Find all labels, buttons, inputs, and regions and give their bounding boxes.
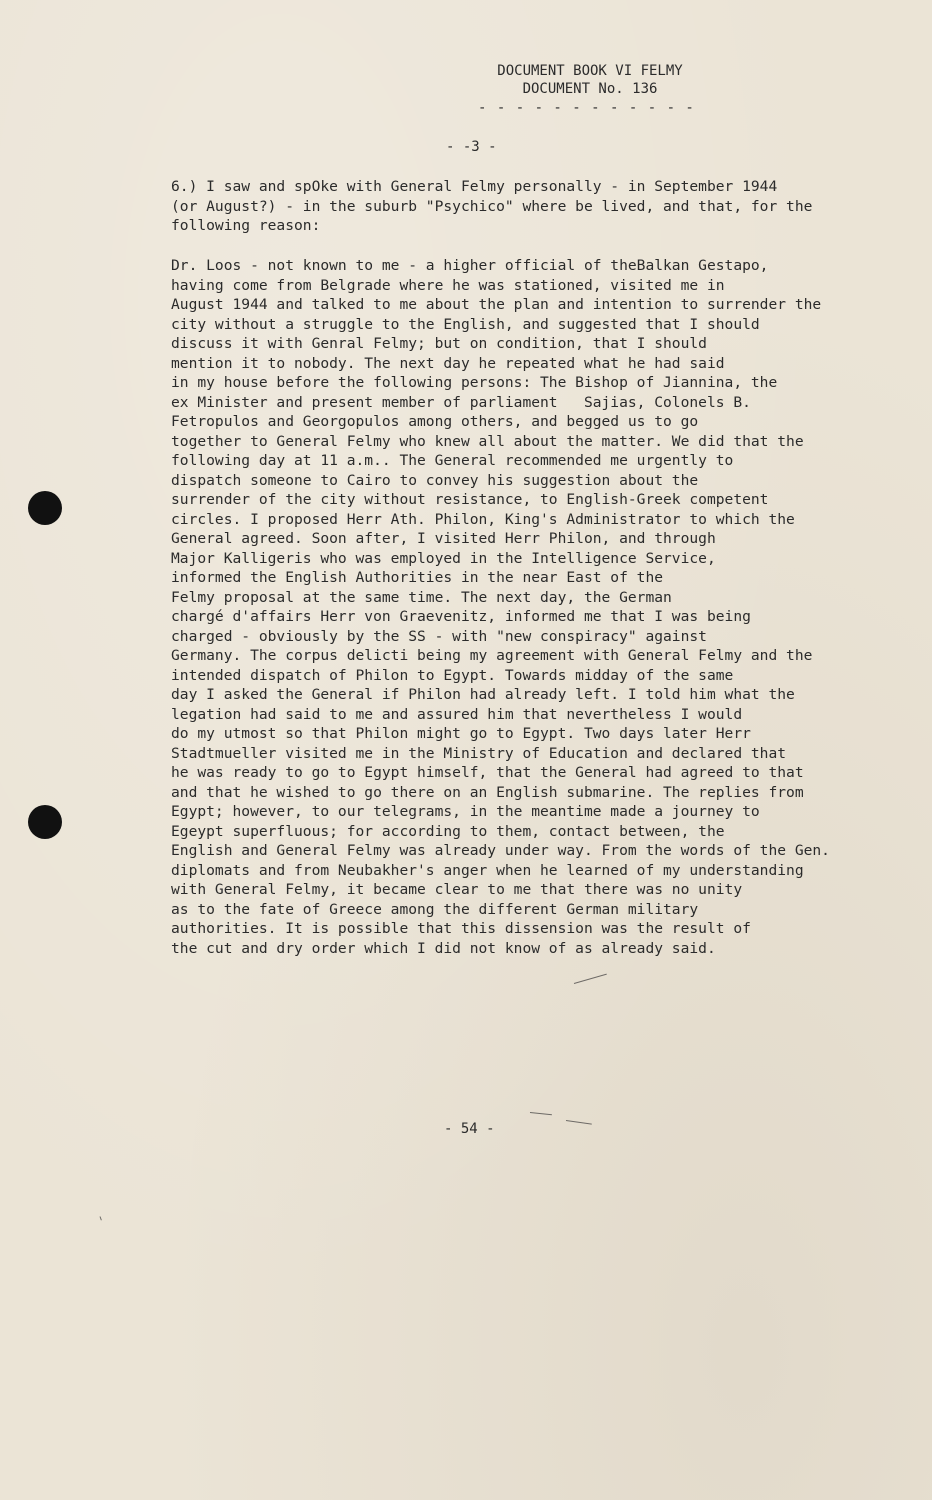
text-line: ex Minister and present member of parliament Sajias, Colonels B. (171, 393, 751, 411)
text-line: Germany. The corpus delicti being my agreement with General Felmy and the (171, 647, 813, 664)
document-header (470, 62, 710, 98)
text-line: surrender of the city without resistance, to English-Greek competent (171, 491, 769, 508)
text-line: following reason: (171, 217, 321, 234)
text-line: city without a struggle to the English, and suggested that I should (171, 315, 760, 333)
text-line: Major Kalligeris who was employed in the Intelligence Service, (171, 549, 716, 567)
text-line: Dr. Loos - not known to me - a higher official of theBalkan Gestapo, (171, 257, 769, 274)
text-line: informed the English Authorities in the near East of the (171, 569, 664, 586)
text-line: do my utmost so that Philon might go to Egypt. Two days later Herr (171, 725, 751, 742)
header-book-title: DOCUMENT BOOK VI FELMY (497, 63, 683, 79)
pencil-mark (100, 1216, 102, 1220)
page-marker: - -3 - (446, 139, 497, 155)
text-line: discuss it with Genral Felmy; but on condition, that I should (171, 335, 707, 352)
text-line: dispatch someone to Cairo to convey his suggestion about the (171, 471, 699, 489)
text-line: day I asked the General if Philon had already left. I told him what the (171, 686, 795, 703)
text-line: Egeypt superfluous; for according to them, contact between, the (171, 822, 725, 840)
text-line: having come from Belgrade where he was stationed, visited me in (171, 276, 725, 294)
text-line: in my house before the following persons: The Bishop of Jiannina, the (171, 374, 778, 391)
text-line: charged - obviously by the SS - with "new conspiracy" against (171, 627, 707, 645)
text-line: (or August?) - in the suburb "Psychico" where be lived, and that, for the (171, 197, 813, 215)
text-line: legation had said to me and assured him that nevertheless I would (171, 705, 743, 723)
header-rule: - - - - - - - - - - - - (478, 100, 695, 116)
text-line: Fetropulos and Georgopulos among others, and begged us to go (171, 413, 699, 430)
pencil-mark (530, 1112, 552, 1115)
text-line: as to the fate of Greece among the different German military (171, 900, 699, 918)
text-line: the cut and dry order which I did not know of as already said. (171, 939, 716, 957)
text-line: Egypt; however, to our telegrams, in the meantime made a journey to (171, 803, 760, 820)
punch-hole-bottom (28, 805, 62, 839)
text-line: circles. I proposed Herr Ath. Philon, King's Administrator to which the (171, 510, 795, 528)
text-line: Felmy proposal at the same time. The next day, the German (171, 588, 672, 606)
text-line: Stadtmueller visited me in the Ministry of Education and declared that (171, 744, 787, 762)
header-document-number: DOCUMENT No. 136 (522, 81, 658, 97)
text-line: August 1944 and talked to me about the plan and intention to surrender the (171, 296, 822, 313)
text-line: diplomats and from Neubakher's anger when he learned of my understanding (171, 861, 804, 879)
text-line: chargé d'affairs Herr von Graevenitz, informed me that I was being (171, 608, 751, 625)
text-line: he was ready to go to Egypt himself, that the General had agreed to that (171, 764, 804, 781)
text-line: 6.) I saw and spOke with General Felmy personally - in September 1944 (171, 178, 778, 195)
punch-hole-top (28, 491, 62, 525)
text-line: mention it to nobody. The next day he repeated what he had said (171, 354, 725, 372)
text-line: following day at 11 a.m.. The General recommended me urgently to (171, 452, 734, 469)
text-line: intended dispatch of Philon to Egypt. Towards midday of the same (171, 666, 734, 684)
pencil-mark (574, 974, 607, 984)
text-line: General agreed. Soon after, I visited Herr Philon, and through (171, 530, 716, 547)
text-line: English and General Felmy was already under way. From the words of the Gen. (171, 842, 830, 859)
page-number: - 54 - (444, 1121, 495, 1137)
text-line: together to General Felmy who knew all about the matter. We did that the (171, 432, 804, 450)
text-line: and that he wished to go there on an English submarine. The replies from (171, 783, 804, 801)
paragraph-intro (171, 177, 812, 236)
text-line: authorities. It is possible that this dissension was the result of (171, 920, 751, 937)
pencil-mark (566, 1120, 592, 1125)
paragraph-body (171, 256, 830, 958)
text-line: with General Felmy, it became clear to me that there was no unity (171, 881, 743, 898)
